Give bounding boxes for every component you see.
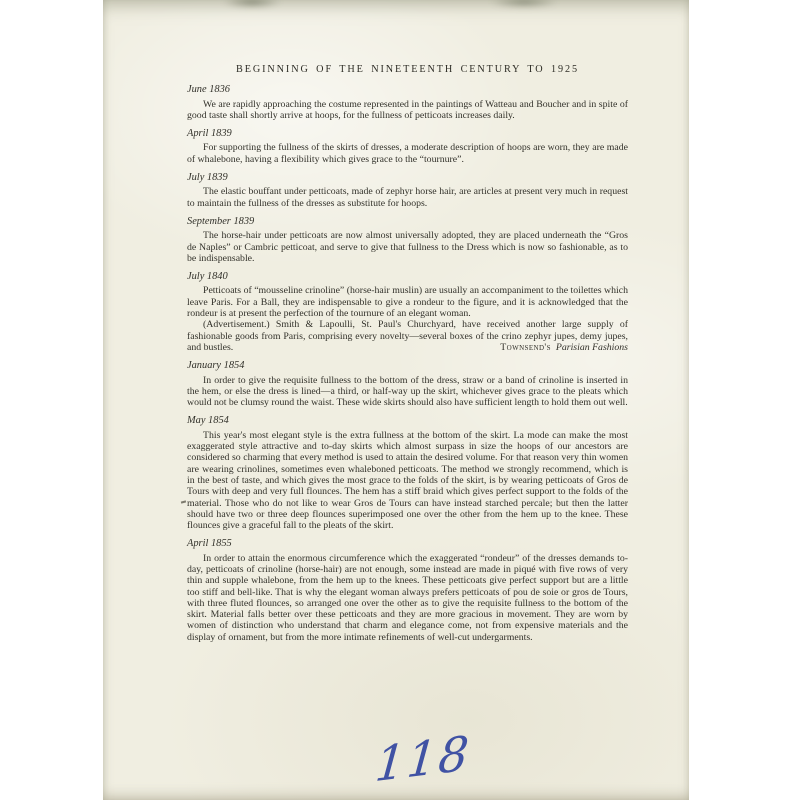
entry-january-1854 — [187, 360, 628, 408]
entry-date: July 1839 — [187, 172, 228, 184]
attribution-source: Townsend's — [500, 341, 551, 353]
entry-paragraph: For supporting the fullness of the skirts of dresses, a moderate description of hoops are worn, they are made of whalebone, having a flexibility which gives grace to the “tournure”. — [187, 142, 628, 165]
entry-april-1839 — [187, 128, 628, 165]
entry-paragraph: Petticoats of “mousseline crinoline” (horse-hair muslin) are usually an accompaniment to the toilettes which leave Paris. For a Ball, they are indispensable to give a rondeur to the figure, and it is acknowledged that the rondeur is at present the perfection of the tournure of an elegant woman. — [187, 285, 628, 320]
margin-pencil-mark — [181, 500, 186, 503]
entry-paragraph: This year's most elegant style is the extra fullness at the bottom of the skirt. La mode can make the most exaggerated style attractive and to-day skirts which almost surpass in size the hoops of our ancestors are considered so charming that every method is used to attain the desired volume. For that reason very thin women are wearing crinolines, sometimes even whaleboned petticoats. The method we strongly recommend, which is in the best of taste, and which gives the most grace to the folds of the skirt, is by wearing petticoats of Gros de Tours with deep and very full flounces. The hem has a stiff braid which gives perfect support to the folds of the material. Those who do not like to wear Gros de Tours can have instead starched percale; but then the latter should have two or three deep flounces superimposed one over the other from the hem up to the knee. These flounces give a graceful fall to the pleats of the skirt. — [187, 429, 628, 532]
entry-paragraph: The horse-hair under petticoats are now almost universally adopted, they are placed underneath the “Gros de Naples” or Cambric petticoat, and serve to give that fullness to the Dress which is now so fashionable, as to be indispensable. — [187, 230, 628, 264]
entry-june-1836 — [187, 84, 628, 121]
entry-may-1854 — [187, 415, 628, 531]
entry-september-1839 — [187, 216, 628, 264]
entry-paragraph: (Advertisement.) Smith & Lapoulli, St. Paul's Churchyard, have received another large supply of fashionable goods from Paris, comprising every novelty—several boxes of the crino zephyr jupes, demy jupes, and bustles. — [187, 319, 628, 353]
entry-date: April 1855 — [187, 538, 232, 550]
document-page — [103, 0, 689, 800]
entry-date: July 1840 — [187, 271, 228, 283]
entry-date: September 1839 — [187, 215, 255, 227]
entry-paragraph: The elastic bouffant under petticoats, made of zephyr horse hair, are articles at present very much in request to maintain the fullness of the dresses as substitute for hoops. — [187, 186, 628, 209]
handwritten-page-number: 118 — [372, 725, 473, 794]
entry-paragraph: We are rapidly approaching the costume represented in the paintings of Watteau and Boucher and in spite of good taste shall shortly arrive at hoops, for the fullness of petticoats increases daily. — [187, 98, 628, 121]
entry-date: June 1836 — [187, 84, 230, 96]
entry-july-1840 — [187, 271, 628, 353]
entry-paragraph: In order to give the requisite fullness to the bottom of the dress, straw or a band of crinoline is inserted in the hem, or else the dress is lined—a third, or half-way up the skirt, whichever gives grace to the pleats which would not be clumsy round the waist. These wide skirts should also have sufficient length to hold them out well. — [187, 374, 628, 409]
entry-paragraph: In order to attain the enormous circumference which the exaggerated “rondeur” of the dresses demands to-day, petticoats of crinoline (horse-hair) are not enough, some instead are made in piqué with five rows of very thin and supple whalebone, from the hem up to the knees. These petticoats give perfect support but are a little too stiff and bell-like. That is why the elegant woman always prefers petticoats of pou de soie or gros de Tours, with three fluted flounces, so arranged one over the other as to give the requisite fullness to the bottom of the skirt. Material falls better over these petticoats and they are more gracious in movement. They are worn by women of distinction who understand that charm and elegance come, not from expensive materials and the display of ornament, but from the more intimate refinements of well-cut undergarments. — [187, 552, 628, 643]
attribution-work: Parisian Fashions — [555, 341, 628, 353]
scan-smudge — [215, 0, 289, 10]
attribution — [187, 342, 628, 353]
entry-date: May 1854 — [187, 415, 229, 427]
entry-date: January 1854 — [187, 360, 245, 372]
entry-july-1839 — [187, 172, 628, 209]
scan-smudge — [481, 0, 567, 10]
page-content — [187, 64, 628, 643]
entry-april-1855 — [187, 538, 628, 643]
page-title: BEGINNING OF THE NINETEENTH CENTURY TO 1925 — [236, 64, 579, 75]
entry-date: April 1839 — [187, 128, 232, 140]
